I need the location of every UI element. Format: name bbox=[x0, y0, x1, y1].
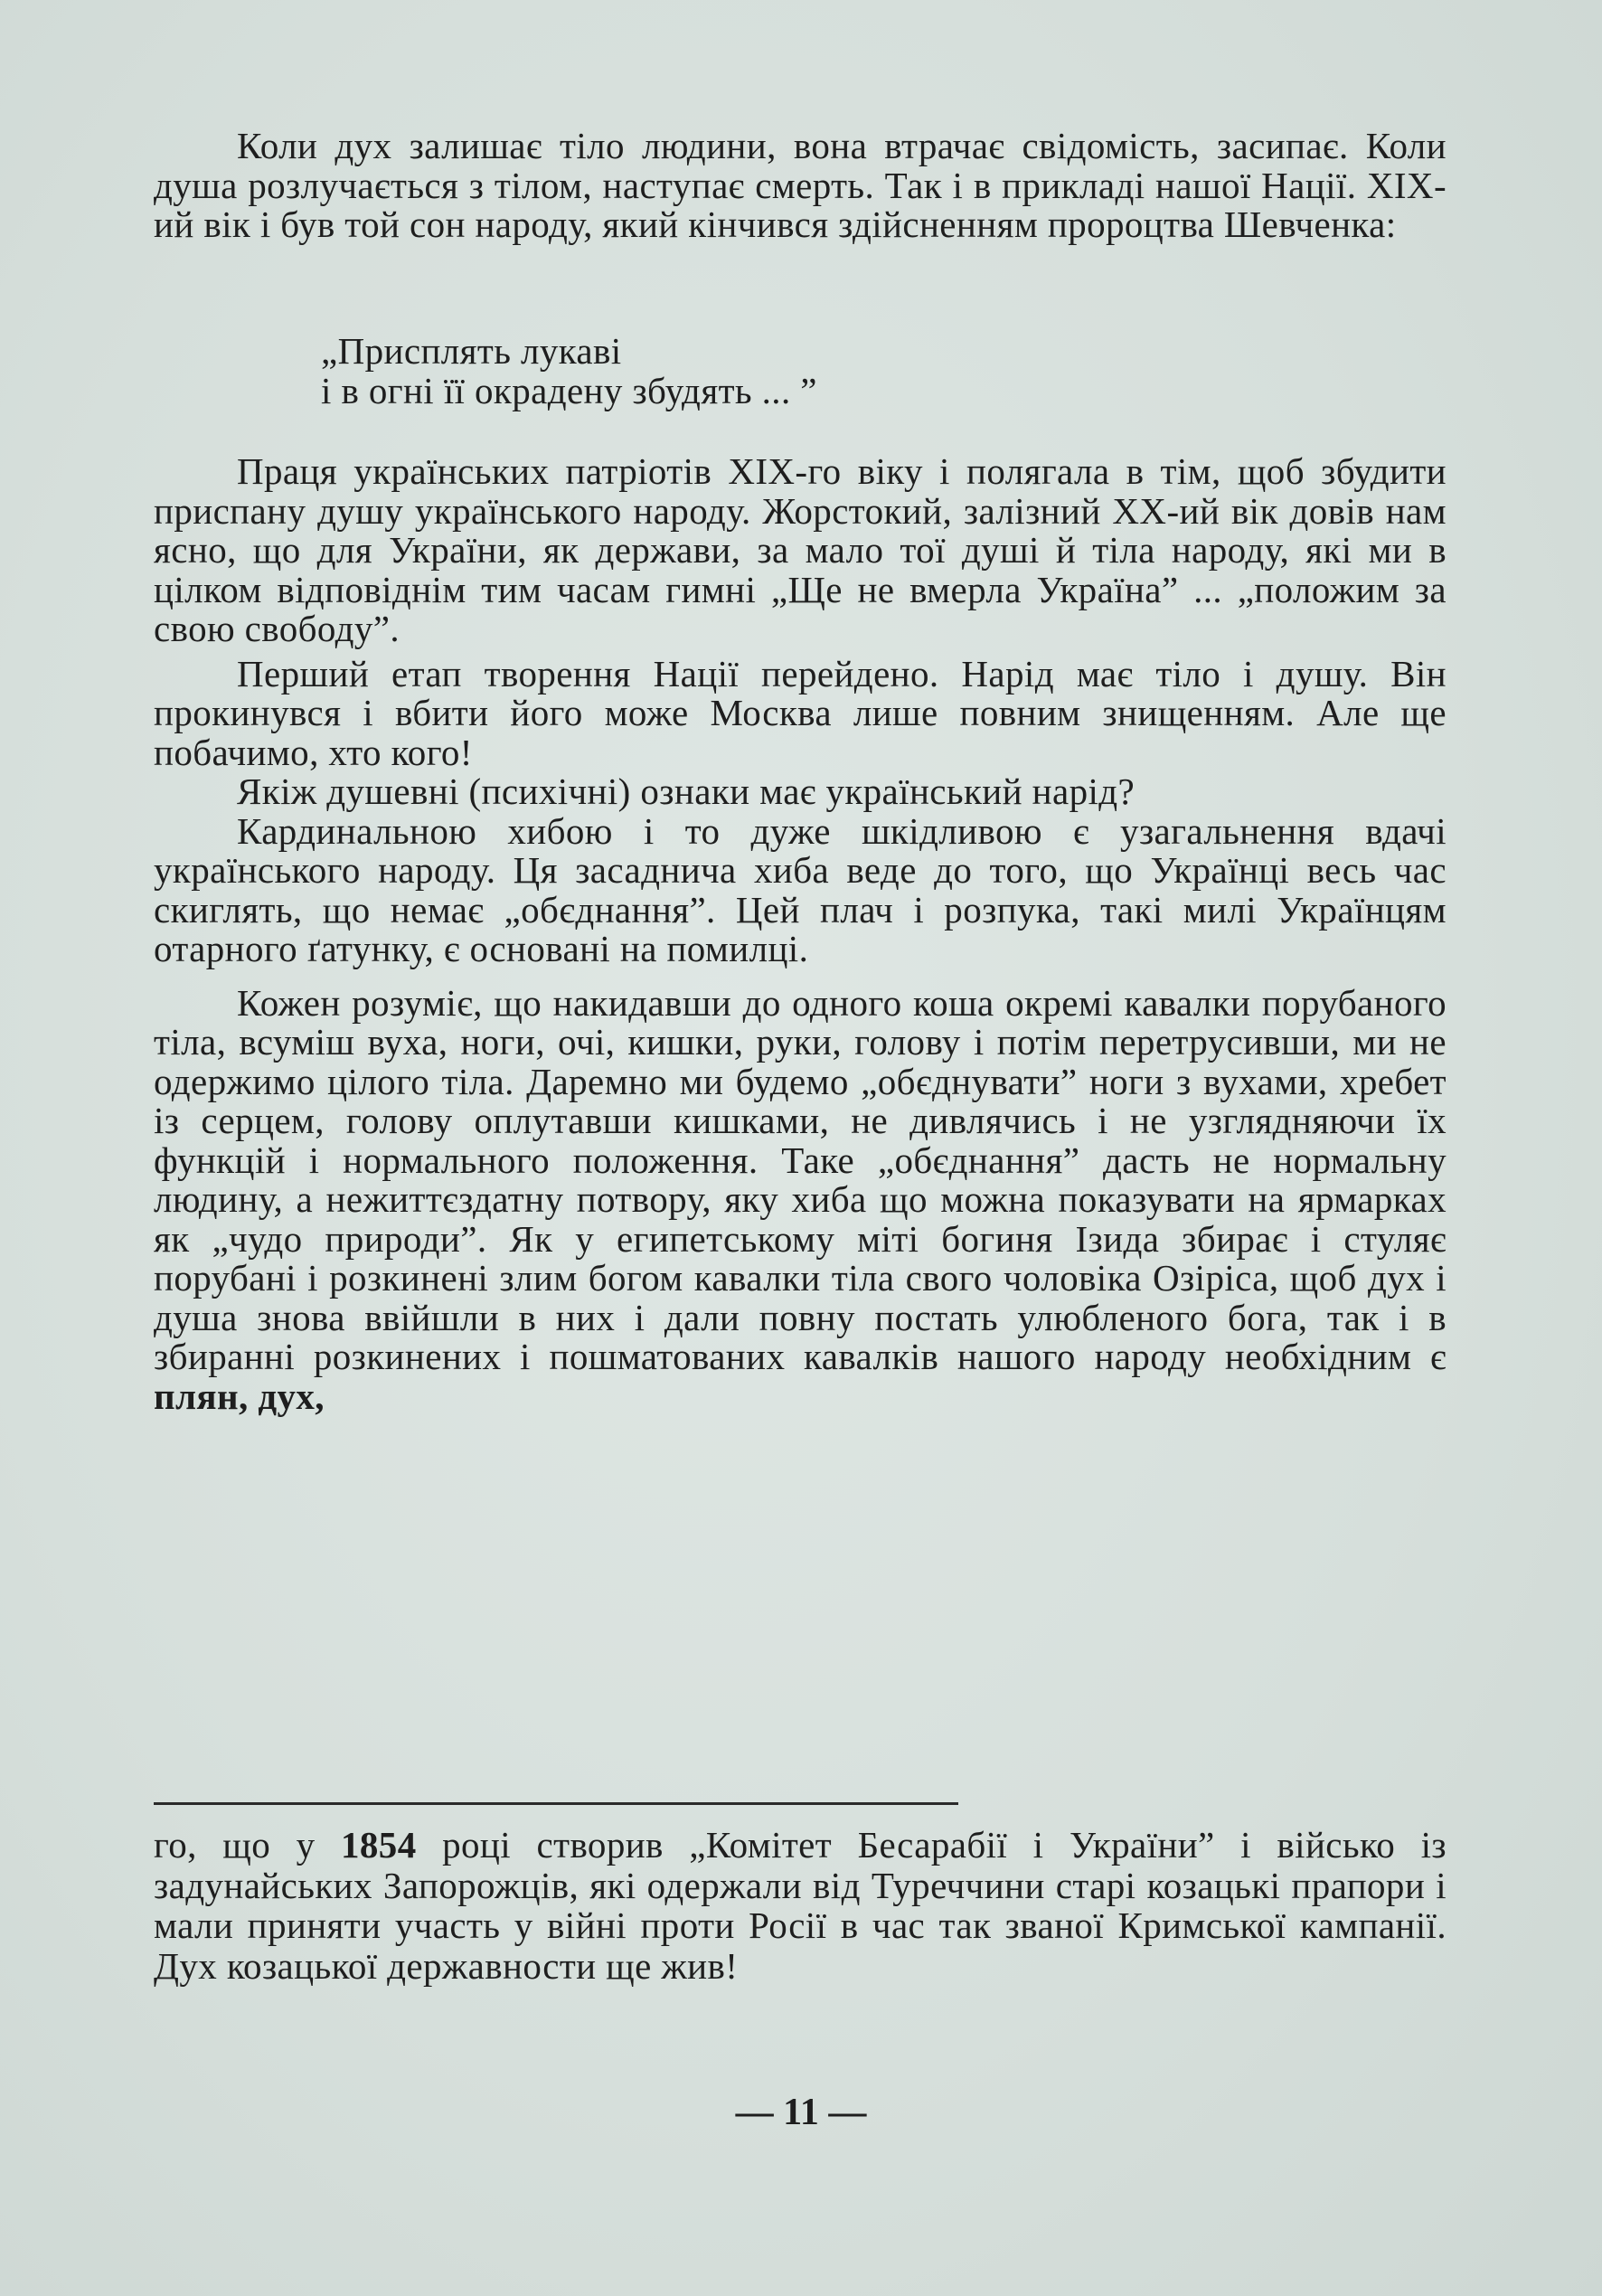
opening-paragraph-block bbox=[154, 127, 1447, 245]
paragraph-5: Кардинальною хибою і то дуже шкідливою є узагальнення вдачі українського народу. Ця засаднича хиба веде до того, що Українці весь час скиглять, що немає „обєднання”. Цей плач і розпука, такі милі Українцям отарного ґатунку, є основані на помилці. bbox=[154, 809, 1447, 969]
footnote-text bbox=[154, 1825, 1447, 1986]
footnote-post: році створив „Комітет Бесарабії і України” і військо із задунайських Запорожців, які одержали від Туреччини старі козацькі прапори і мали приняти участь у війні проти Росії в час так званої Кримської кампанії. Дух козацької державности ще жив! bbox=[154, 1824, 1447, 1987]
paragraph-1: Коли дух залишає тіло людини, вона втрачає свідомість, засипає. Коли душа розлучається з тілом, наступає смерть. Так і в прикладі нашої Нації. XIX-ий вік і був той сон народу, який кінчився здійсненням пророцтва Шевченка: bbox=[154, 125, 1447, 245]
main-text-block bbox=[154, 452, 1447, 1416]
footnote bbox=[154, 1825, 1447, 1986]
quote-line-1: „Присплять лукаві bbox=[321, 330, 622, 372]
paragraph-6-bold: плян, дух, bbox=[154, 1375, 325, 1417]
paragraph-6 bbox=[154, 981, 1447, 1417]
shevchenko-quote bbox=[321, 332, 817, 411]
quote-line-2: і в огні її окрадену збудять ... ” bbox=[321, 369, 817, 411]
paragraph-2: Праця українських патріотів XIX-го віку і полягала в тім, щоб збудити приспану душу українського народу. Жорстокий, залізний XX-ий вік довів нам ясно, що для України, як держави, за мало тої душі й тіла народу, які ми в цілком відповіднім тим часам гимні „Ще не вмерла Україна” ... „положим за свою свободу”. bbox=[154, 450, 1447, 649]
page-number: — 11 — bbox=[735, 2092, 867, 2133]
footnote-year: 1854 bbox=[341, 1824, 417, 1866]
footnote-pre: го, що у bbox=[154, 1824, 316, 1866]
paragraph-4: Якіж душевні (психічні) ознаки має український нарід? bbox=[237, 770, 1136, 812]
paragraph-3: Перший етап творення Нації перейдено. Нарід має тіло і душу. Він прокинувся і вбити його може Москва лише повним знищенням. Але ще побачимо, хто кого! bbox=[154, 652, 1447, 773]
footnote-divider bbox=[154, 1802, 958, 1805]
paragraph-6-text: Кожен розуміє, що накидавши до одного коша окремі кавалки порубаного тіла, всуміш вуха, ноги, очі, кишки, руки, голову і потім перетрусивши, ми не одержимо цілого тіла. Даремно ми будемо „обєднувати” ноги з вухами, хребет із серцем, голову оплутавши кишками, не дивлячись і не узглядняючи їх функцій і нормального положення. Таке „обєднання” дасть не нормальну людину, а нежиттєздатну потвору, яку хиба що можна показувати на ярмарках як „чудо природи”. Як у египетському міті богиня Ізида збирає і стуляє порубані і розкинені злим богом кавалки тіла свого чоловіка Озіріса, щоб дух і душа знова ввійшли в них і дали повну постать улюбленого бога, так і в збиранні розкинених і пошматованих кавалків нашого народу необхідним є bbox=[154, 981, 1447, 1377]
